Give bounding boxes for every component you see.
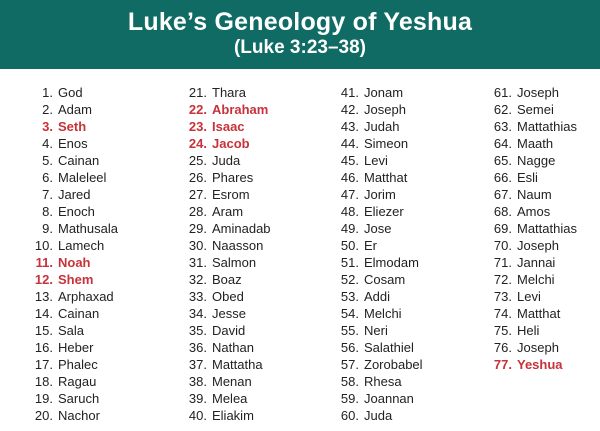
entry-number: 28. [188, 204, 207, 219]
entry-number: 19. [34, 391, 53, 406]
entry-number: 24. [188, 136, 207, 151]
entry-number: 36. [188, 340, 207, 355]
genealogy-entry [170, 101, 271, 118]
entry-name: Jesse [212, 306, 246, 321]
page-subtitle: (Luke 3:23–38) [233, 37, 366, 58]
genealogy-entry [170, 271, 271, 288]
entry-number: 72. [493, 272, 512, 287]
entry-name: Eliakim [212, 408, 254, 423]
genealogy-entry [170, 288, 271, 305]
page-title: Luke’s Geneology of Yeshua [127, 8, 473, 36]
genealogy-entry [475, 220, 577, 237]
entry-name: Jacob [212, 136, 250, 151]
entry-name: Lamech [58, 238, 105, 253]
entry-name: Joseph [364, 102, 406, 117]
genealogy-entry [475, 118, 577, 135]
entry-number: 40. [188, 408, 207, 423]
entry-number: 51. [340, 255, 359, 270]
genealogy-entry [170, 305, 271, 322]
entry-number: 44. [340, 136, 359, 151]
title-banner [0, 0, 600, 69]
genealogy-entry [170, 169, 271, 186]
entry-name: Joseph [517, 85, 559, 100]
entry-name: Melea [212, 391, 248, 406]
entry-number: 21. [188, 85, 207, 100]
entry-number: 56. [340, 340, 359, 355]
entry-name: Arphaxad [58, 289, 114, 304]
entry-number: 9. [42, 221, 53, 236]
entry-name: Naum [517, 187, 552, 202]
entry-number: 45. [340, 153, 359, 168]
genealogy-entry [475, 254, 577, 271]
entry-name: Saruch [58, 391, 100, 406]
entry-number: 38. [188, 374, 207, 389]
entry-name: Er [364, 238, 377, 253]
genealogy-entry [322, 322, 423, 339]
entry-name: Mattathias [517, 119, 577, 134]
entry-name: Zorobabel [364, 357, 423, 372]
entry-number: 75. [493, 323, 512, 338]
entry-number: 2. [42, 102, 53, 117]
genealogy-entry [170, 322, 271, 339]
entry-number: 1. [42, 85, 53, 100]
entry-number: 69. [493, 221, 512, 236]
entry-number: 59. [340, 391, 359, 406]
entry-name: Jonam [364, 85, 404, 100]
genealogy-entry [322, 407, 423, 424]
genealogy-entry [16, 186, 118, 203]
genealogy-entry [16, 407, 118, 424]
entry-name: Heli [517, 323, 540, 338]
genealogy-entry [322, 373, 423, 390]
genealogy-entry [170, 84, 271, 101]
genealogy-entry [475, 84, 577, 101]
genealogy-entry [475, 186, 577, 203]
entry-name: Abraham [212, 102, 269, 117]
genealogy-column-2 [170, 84, 271, 424]
entry-number: 53. [340, 289, 359, 304]
entry-number: 31. [188, 255, 207, 270]
genealogy-entry [475, 288, 577, 305]
entry-number: 12. [34, 272, 53, 287]
entry-name: Jose [364, 221, 392, 236]
genealogy-entry [16, 169, 118, 186]
genealogy-entry [322, 237, 423, 254]
entry-number: 57. [340, 357, 359, 372]
entry-number: 18. [34, 374, 53, 389]
entry-name: Heber [58, 340, 94, 355]
genealogy-entry [475, 356, 577, 373]
entry-name: Matthat [364, 170, 408, 185]
entry-number: 62. [493, 102, 512, 117]
genealogy-entry [322, 271, 423, 288]
entry-name: Jared [58, 187, 91, 202]
genealogy-column-3 [322, 84, 423, 424]
entry-number: 17. [34, 357, 53, 372]
entry-number: 6. [42, 170, 53, 185]
entry-number: 48. [340, 204, 359, 219]
entry-name: Cainan [58, 153, 100, 168]
entry-name: Addi [364, 289, 391, 304]
genealogy-entry [170, 135, 271, 152]
genealogy-entry [16, 288, 118, 305]
entry-number: 22. [188, 102, 207, 117]
entry-number: 54. [340, 306, 359, 321]
entry-name: Sala [58, 323, 85, 338]
genealogy-entry [475, 271, 577, 288]
genealogy-column-1 [16, 84, 118, 424]
genealogy-entry [475, 101, 577, 118]
entry-name: Mathusala [58, 221, 118, 236]
entry-name: Mattatha [212, 357, 263, 372]
entry-number: 71. [493, 255, 512, 270]
entry-name: Adam [58, 102, 92, 117]
entry-name: Seth [58, 119, 87, 134]
genealogy-entry [16, 84, 118, 101]
genealogy-entry [322, 152, 423, 169]
entry-number: 52. [340, 272, 359, 287]
entry-name: Ragau [58, 374, 97, 389]
entry-number: 34. [188, 306, 207, 321]
entry-number: 41. [340, 85, 359, 100]
entry-name: Phalec [58, 357, 98, 372]
entry-name: Melchi [364, 306, 402, 321]
entry-name: Cosam [364, 272, 406, 287]
entry-number: 3. [42, 119, 53, 134]
entry-number: 33. [188, 289, 207, 304]
entry-number: 55. [340, 323, 359, 338]
genealogy-entry [16, 322, 118, 339]
genealogy-entry [475, 203, 577, 220]
genealogy-entry [16, 271, 118, 288]
entry-number: 58. [340, 374, 359, 389]
entry-name: Naasson [212, 238, 264, 253]
entry-name: Aminadab [212, 221, 271, 236]
entry-number: 29. [188, 221, 207, 236]
genealogy-entry [170, 220, 271, 237]
entry-name: Elmodam [364, 255, 419, 270]
entry-name: Jorim [364, 187, 396, 202]
entry-number: 14. [34, 306, 53, 321]
genealogy-entry [16, 152, 118, 169]
entry-number: 68. [493, 204, 512, 219]
entry-name: David [212, 323, 246, 338]
entry-name: Enoch [58, 204, 95, 219]
entry-number: 35. [188, 323, 207, 338]
genealogy-entry [475, 305, 577, 322]
genealogy-entry [322, 356, 423, 373]
entry-name: Levi [517, 289, 541, 304]
entry-name: Melchi [517, 272, 555, 287]
genealogy-entry [170, 254, 271, 271]
entry-name: Isaac [212, 119, 245, 134]
entry-name: Jannai [517, 255, 556, 270]
entry-number: 74. [493, 306, 512, 321]
genealogy-entry [475, 169, 577, 186]
genealogy-entry [170, 152, 271, 169]
entry-number: 4. [42, 136, 53, 151]
genealogy-entry [170, 237, 271, 254]
entry-number: 10. [34, 238, 53, 253]
genealogy-entry [322, 203, 423, 220]
entry-number: 7. [42, 187, 53, 202]
entry-name: Neri [364, 323, 388, 338]
entry-number: 5. [42, 153, 53, 168]
entry-name: Salathiel [364, 340, 414, 355]
entry-number: 26. [188, 170, 207, 185]
entry-name: Nachor [58, 408, 100, 423]
genealogy-entry [475, 339, 577, 356]
entry-number: 11. [35, 255, 53, 270]
entry-name: Yeshua [517, 357, 563, 372]
entry-name: Salmon [212, 255, 257, 270]
genealogy-entry [170, 373, 271, 390]
genealogy-entry [322, 254, 423, 271]
entry-name: Maath [517, 136, 554, 151]
entry-name: Aram [212, 204, 244, 219]
genealogy-entry [16, 237, 118, 254]
entry-number: 37. [188, 357, 207, 372]
entry-number: 50. [340, 238, 359, 253]
entry-name: Eliezer [364, 204, 404, 219]
entry-number: 30. [188, 238, 207, 253]
entry-name: Noah [58, 255, 91, 270]
entry-name: Semei [517, 102, 554, 117]
entry-name: Nathan [212, 340, 254, 355]
entry-name: Enos [58, 136, 88, 151]
genealogy-entry [322, 220, 423, 237]
entry-number: 61. [493, 85, 512, 100]
entry-name: Joannan [364, 391, 414, 406]
genealogy-entry [16, 101, 118, 118]
genealogy-entry [475, 152, 577, 169]
entry-number: 43. [340, 119, 359, 134]
entry-number: 15. [34, 323, 53, 338]
entry-name: Esrom [212, 187, 250, 202]
entry-name: Joseph [517, 238, 559, 253]
genealogy-entry [170, 390, 271, 407]
entry-name: Esli [517, 170, 538, 185]
entry-number: 70. [493, 238, 512, 253]
genealogy-entry [475, 237, 577, 254]
entry-name: Levi [364, 153, 388, 168]
entry-name: Nagge [517, 153, 556, 168]
genealogy-entry [170, 118, 271, 135]
genealogy-entry [322, 135, 423, 152]
genealogy-entry [16, 390, 118, 407]
entry-number: 65. [493, 153, 512, 168]
entry-name: Menan [212, 374, 252, 389]
entry-name: Amos [517, 204, 551, 219]
entry-number: 32. [188, 272, 207, 287]
genealogy-entry [16, 305, 118, 322]
entry-number: 76. [493, 340, 512, 355]
entry-name: Joseph [517, 340, 559, 355]
entry-number: 39. [188, 391, 207, 406]
entry-name: Phares [212, 170, 254, 185]
genealogy-entry [170, 407, 271, 424]
genealogy-entry [16, 203, 118, 220]
entry-number: 42. [340, 102, 359, 117]
entry-number: 27. [188, 187, 207, 202]
entry-number: 66. [493, 170, 512, 185]
entry-name: God [58, 85, 83, 100]
genealogy-entry [170, 203, 271, 220]
genealogy-entry [16, 356, 118, 373]
entry-name: Obed [212, 289, 244, 304]
entry-number: 8. [42, 204, 53, 219]
genealogy-entry [322, 390, 423, 407]
genealogy-entry [16, 220, 118, 237]
genealogy-entry [170, 186, 271, 203]
entry-name: Simeon [364, 136, 409, 151]
entry-number: 60. [340, 408, 359, 423]
genealogy-entry [16, 339, 118, 356]
entry-name: Thara [212, 85, 246, 100]
entry-name: Mattathias [517, 221, 577, 236]
genealogy-entry [475, 135, 577, 152]
entry-number: 23. [188, 119, 207, 134]
entry-name: Matthat [517, 306, 561, 321]
entry-name: Juda [212, 153, 241, 168]
genealogy-entry [16, 135, 118, 152]
entry-number: 13. [34, 289, 53, 304]
entry-number: 46. [340, 170, 359, 185]
entry-number: 63. [493, 119, 512, 134]
genealogy-entry [322, 186, 423, 203]
genealogy-entry [170, 356, 271, 373]
entry-name: Judah [364, 119, 400, 134]
entry-number: 67. [493, 187, 512, 202]
entry-name: Rhesa [364, 374, 402, 389]
entry-name: Shem [58, 272, 94, 287]
entry-number: 73. [493, 289, 512, 304]
entry-name: Boaz [212, 272, 242, 287]
genealogy-entry [322, 84, 423, 101]
entry-name: Cainan [58, 306, 100, 321]
genealogy-entry [322, 118, 423, 135]
entry-number: 64. [493, 136, 512, 151]
entry-number: 47. [340, 187, 359, 202]
genealogy-entry [16, 373, 118, 390]
entry-number: 77. [493, 357, 512, 372]
entry-name: Maleleel [58, 170, 107, 185]
genealogy-entry [322, 288, 423, 305]
genealogy-entry [322, 339, 423, 356]
genealogy-entry [322, 169, 423, 186]
genealogy-entry [322, 101, 423, 118]
entry-number: 20. [34, 408, 53, 423]
entry-number: 25. [188, 153, 207, 168]
genealogy-entry [170, 339, 271, 356]
genealogy-entry [475, 322, 577, 339]
entry-number: 49. [340, 221, 359, 236]
genealogy-column-4 [475, 84, 577, 373]
entry-number: 16. [34, 340, 53, 355]
entry-name: Juda [364, 408, 393, 423]
genealogy-entry [322, 305, 423, 322]
genealogy-entry [16, 254, 118, 271]
genealogy-entry [16, 118, 118, 135]
